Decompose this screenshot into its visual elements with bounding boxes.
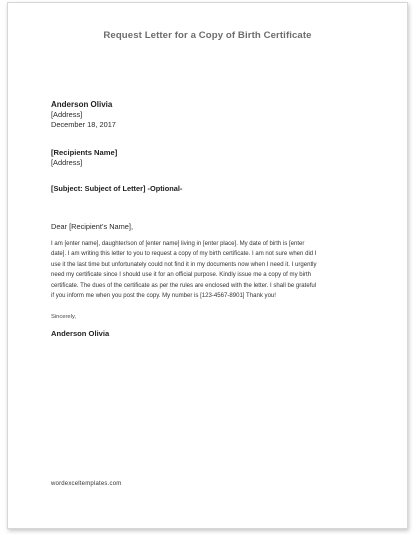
closing-signature-block (51, 329, 381, 339)
sender-address: [Address] (51, 110, 83, 119)
body-line: date]. I am writing this letter to you to request a copy of my birth certificate. I am not sure when did I (51, 251, 317, 258)
letter-date: December 18, 2017 (51, 119, 116, 129)
recipient-name: [Recipients Name] (51, 148, 118, 157)
sender-name: Anderson Olivia (51, 100, 113, 109)
salutation-block (51, 222, 381, 232)
closing-name: Anderson Olivia (51, 329, 110, 338)
salutation: Dear [Recipient’s Name], (51, 222, 134, 231)
recipient-address: [Address] (51, 157, 83, 167)
letter-page (7, 2, 408, 529)
document-title: Request Letter for a Copy of Birth Certificate (103, 30, 312, 41)
body-line: need my certificate since I should use it for an official purpose. Kindly issue me a copy of my birth (51, 272, 312, 279)
footer-website: wordexceltemplates.com (51, 481, 122, 487)
closing-block (51, 313, 381, 322)
body-line: if you inform me when you post the copy. My number is [123-4567-8901] Thank you! (51, 293, 276, 300)
subject-block (51, 184, 381, 194)
body-line: use it the last time but unfortunately could not find it in my documents now when I need it. I urgently (51, 261, 317, 268)
subject-line: [Subject: Subject of Letter] -Optional- (51, 184, 183, 193)
body-line: I am [enter name], daughter/son of [enter name] living in [enter place]. My date of birth is [enter (51, 241, 305, 247)
sender-block (51, 100, 381, 129)
body-paragraph (51, 239, 391, 301)
body-line: certificate. The dues of the certificate as per the rules are enclosed with the letter. I shall be grateful (51, 282, 317, 289)
letter-body (51, 239, 391, 301)
closing-text: Sincerely, (51, 314, 77, 320)
recipient-block (51, 148, 381, 167)
